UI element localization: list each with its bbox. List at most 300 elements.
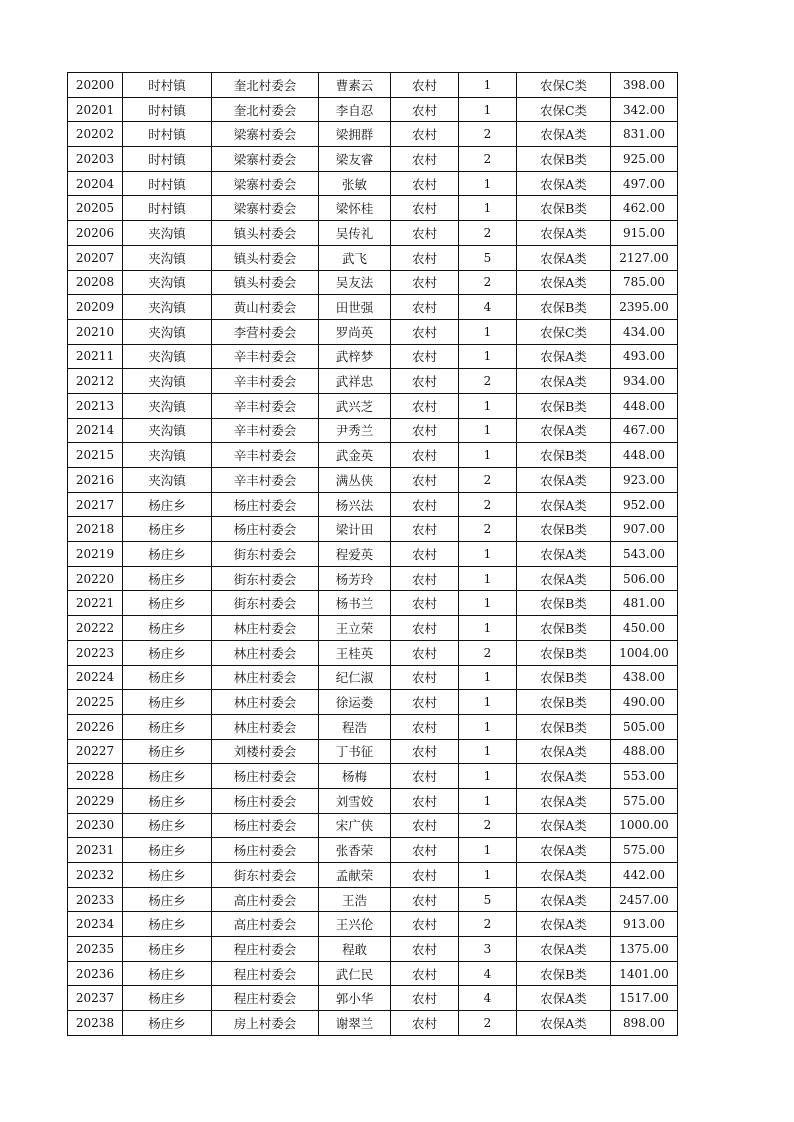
cell-count: 1: [459, 665, 517, 690]
cell-amount: 398.00: [611, 73, 678, 98]
table-row: [68, 986, 678, 1011]
cell-area: 农村: [391, 73, 459, 98]
cell-town: 杨庄乡: [123, 665, 212, 690]
cell-id: 20216: [68, 468, 123, 493]
table-row: [68, 418, 678, 443]
cell-name: 罗尚英: [319, 319, 391, 344]
cell-town: 时村镇: [123, 122, 212, 147]
cell-amount: 575.00: [611, 838, 678, 863]
cell-id: 20206: [68, 221, 123, 246]
table-row: [68, 221, 678, 246]
cell-category: 农保A类: [517, 887, 611, 912]
cell-category: 农保A类: [517, 344, 611, 369]
cell-name: 杨兴法: [319, 492, 391, 517]
cell-town: 杨庄乡: [123, 640, 212, 665]
cell-town: 杨庄乡: [123, 517, 212, 542]
cell-category: 农保B类: [517, 591, 611, 616]
cell-id: 20219: [68, 542, 123, 567]
cell-village: 辛丰村委会: [212, 418, 319, 443]
cell-town: 杨庄乡: [123, 542, 212, 567]
table-row: [68, 764, 678, 789]
cell-village: 林庄村委会: [212, 616, 319, 641]
cell-id: 20230: [68, 813, 123, 838]
cell-town: 夹沟镇: [123, 418, 212, 443]
cell-id: 20231: [68, 838, 123, 863]
cell-area: 农村: [391, 245, 459, 270]
cell-area: 农村: [391, 418, 459, 443]
cell-name: 吴传礼: [319, 221, 391, 246]
table-row: [68, 887, 678, 912]
cell-id: 20234: [68, 912, 123, 937]
cell-count: 2: [459, 813, 517, 838]
cell-amount: 434.00: [611, 319, 678, 344]
cell-category: 农保C类: [517, 97, 611, 122]
cell-area: 农村: [391, 566, 459, 591]
table-row: [68, 468, 678, 493]
table-row: [68, 196, 678, 221]
cell-village: 梁寨村委会: [212, 196, 319, 221]
table-row: [68, 1011, 678, 1036]
cell-town: 杨庄乡: [123, 986, 212, 1011]
cell-count: 2: [459, 1011, 517, 1036]
table-row: [68, 393, 678, 418]
cell-village: 街东村委会: [212, 542, 319, 567]
cell-town: 杨庄乡: [123, 566, 212, 591]
cell-category: 农保A类: [517, 122, 611, 147]
cell-amount: 2395.00: [611, 295, 678, 320]
cell-town: 时村镇: [123, 147, 212, 172]
cell-id: 20217: [68, 492, 123, 517]
cell-id: 20208: [68, 270, 123, 295]
cell-category: 农保A类: [517, 764, 611, 789]
cell-village: 杨庄村委会: [212, 492, 319, 517]
cell-category: 农保A类: [517, 788, 611, 813]
cell-id: 20205: [68, 196, 123, 221]
cell-town: 杨庄乡: [123, 912, 212, 937]
table-row: [68, 788, 678, 813]
cell-name: 武飞: [319, 245, 391, 270]
cell-village: 高庄村委会: [212, 887, 319, 912]
cell-id: 20223: [68, 640, 123, 665]
cell-town: 杨庄乡: [123, 690, 212, 715]
cell-village: 镇头村委会: [212, 221, 319, 246]
cell-id: 20227: [68, 739, 123, 764]
cell-count: 1: [459, 788, 517, 813]
cell-village: 林庄村委会: [212, 665, 319, 690]
cell-id: 20222: [68, 616, 123, 641]
cell-village: 辛丰村委会: [212, 468, 319, 493]
cell-count: 1: [459, 616, 517, 641]
cell-category: 农保A类: [517, 468, 611, 493]
cell-category: 农保A类: [517, 838, 611, 863]
cell-village: 高庄村委会: [212, 912, 319, 937]
cell-amount: 575.00: [611, 788, 678, 813]
cell-amount: 1401.00: [611, 961, 678, 986]
cell-town: 时村镇: [123, 73, 212, 98]
cell-village: 街东村委会: [212, 566, 319, 591]
cell-name: 王桂英: [319, 640, 391, 665]
cell-id: 20224: [68, 665, 123, 690]
cell-id: 20203: [68, 147, 123, 172]
cell-category: 农保B类: [517, 961, 611, 986]
cell-town: 夹沟镇: [123, 344, 212, 369]
cell-town: 夹沟镇: [123, 319, 212, 344]
cell-area: 农村: [391, 591, 459, 616]
table-row: [68, 690, 678, 715]
cell-village: 辛丰村委会: [212, 344, 319, 369]
cell-id: 20225: [68, 690, 123, 715]
cell-area: 农村: [391, 443, 459, 468]
cell-village: 镇头村委会: [212, 245, 319, 270]
cell-id: 20213: [68, 393, 123, 418]
cell-area: 农村: [391, 221, 459, 246]
cell-village: 奎北村委会: [212, 97, 319, 122]
cell-category: 农保B类: [517, 517, 611, 542]
cell-town: 时村镇: [123, 196, 212, 221]
cell-name: 尹秀兰: [319, 418, 391, 443]
cell-category: 农保B类: [517, 147, 611, 172]
cell-name: 曹素云: [319, 73, 391, 98]
cell-amount: 342.00: [611, 97, 678, 122]
cell-town: 杨庄乡: [123, 492, 212, 517]
cell-id: 20202: [68, 122, 123, 147]
cell-category: 农保A类: [517, 369, 611, 394]
table-row: [68, 73, 678, 98]
cell-name: 孟献荣: [319, 863, 391, 888]
table-row: [68, 270, 678, 295]
cell-count: 2: [459, 912, 517, 937]
cell-count: 2: [459, 369, 517, 394]
cell-amount: 450.00: [611, 616, 678, 641]
cell-village: 黄山村委会: [212, 295, 319, 320]
cell-name: 武兴芝: [319, 393, 391, 418]
table-row: [68, 616, 678, 641]
cell-amount: 785.00: [611, 270, 678, 295]
cell-name: 丁书征: [319, 739, 391, 764]
cell-town: 夹沟镇: [123, 369, 212, 394]
cell-name: 郭小华: [319, 986, 391, 1011]
cell-count: 4: [459, 986, 517, 1011]
cell-id: 20229: [68, 788, 123, 813]
cell-area: 农村: [391, 369, 459, 394]
cell-amount: 481.00: [611, 591, 678, 616]
table-row: [68, 171, 678, 196]
cell-id: 20221: [68, 591, 123, 616]
cell-category: 农保A类: [517, 863, 611, 888]
table-row: [68, 739, 678, 764]
cell-id: 20226: [68, 714, 123, 739]
cell-category: 农保A类: [517, 245, 611, 270]
cell-area: 农村: [391, 714, 459, 739]
cell-area: 农村: [391, 295, 459, 320]
cell-amount: 506.00: [611, 566, 678, 591]
cell-area: 农村: [391, 344, 459, 369]
cell-name: 杨书兰: [319, 591, 391, 616]
cell-area: 农村: [391, 147, 459, 172]
cell-id: 20201: [68, 97, 123, 122]
cell-amount: 1004.00: [611, 640, 678, 665]
cell-area: 农村: [391, 640, 459, 665]
cell-town: 夹沟镇: [123, 295, 212, 320]
cell-village: 程庄村委会: [212, 961, 319, 986]
cell-id: 20209: [68, 295, 123, 320]
cell-name: 刘雪姣: [319, 788, 391, 813]
cell-area: 农村: [391, 542, 459, 567]
cell-count: 2: [459, 270, 517, 295]
cell-village: 辛丰村委会: [212, 369, 319, 394]
cell-count: 1: [459, 393, 517, 418]
cell-town: 杨庄乡: [123, 838, 212, 863]
cell-amount: 467.00: [611, 418, 678, 443]
cell-id: 20220: [68, 566, 123, 591]
cell-name: 满丛侠: [319, 468, 391, 493]
cell-village: 林庄村委会: [212, 640, 319, 665]
cell-name: 程敢: [319, 937, 391, 962]
cell-town: 杨庄乡: [123, 591, 212, 616]
cell-count: 1: [459, 838, 517, 863]
cell-category: 农保A类: [517, 813, 611, 838]
cell-amount: 505.00: [611, 714, 678, 739]
cell-name: 杨芳玲: [319, 566, 391, 591]
cell-amount: 913.00: [611, 912, 678, 937]
cell-town: 夹沟镇: [123, 221, 212, 246]
cell-category: 农保B类: [517, 690, 611, 715]
cell-amount: 448.00: [611, 443, 678, 468]
cell-name: 王立荣: [319, 616, 391, 641]
cell-town: 时村镇: [123, 171, 212, 196]
cell-count: 1: [459, 171, 517, 196]
cell-id: 20214: [68, 418, 123, 443]
cell-village: 程庄村委会: [212, 986, 319, 1011]
table-row: [68, 665, 678, 690]
cell-area: 农村: [391, 986, 459, 1011]
cell-category: 农保B类: [517, 665, 611, 690]
cell-amount: 553.00: [611, 764, 678, 789]
table-row: [68, 838, 678, 863]
cell-amount: 831.00: [611, 122, 678, 147]
cell-name: 宋广侠: [319, 813, 391, 838]
cell-village: 杨庄村委会: [212, 813, 319, 838]
cell-town: 夹沟镇: [123, 468, 212, 493]
cell-area: 农村: [391, 97, 459, 122]
cell-name: 梁友睿: [319, 147, 391, 172]
cell-amount: 462.00: [611, 196, 678, 221]
cell-id: 20233: [68, 887, 123, 912]
table-row: [68, 912, 678, 937]
cell-town: 夹沟镇: [123, 245, 212, 270]
table-row: [68, 863, 678, 888]
cell-area: 农村: [391, 912, 459, 937]
cell-id: 20200: [68, 73, 123, 98]
cell-town: 杨庄乡: [123, 887, 212, 912]
cell-category: 农保A类: [517, 912, 611, 937]
cell-name: 程爱英: [319, 542, 391, 567]
cell-amount: 952.00: [611, 492, 678, 517]
cell-name: 梁拥群: [319, 122, 391, 147]
cell-category: 农保A类: [517, 542, 611, 567]
cell-count: 4: [459, 295, 517, 320]
cell-name: 杨梅: [319, 764, 391, 789]
cell-village: 梁寨村委会: [212, 147, 319, 172]
cell-count: 1: [459, 764, 517, 789]
cell-category: 农保A类: [517, 492, 611, 517]
cell-amount: 493.00: [611, 344, 678, 369]
cell-count: 1: [459, 591, 517, 616]
cell-amount: 2127.00: [611, 245, 678, 270]
table-row: [68, 344, 678, 369]
cell-id: 20232: [68, 863, 123, 888]
cell-town: 夹沟镇: [123, 443, 212, 468]
cell-count: 2: [459, 122, 517, 147]
cell-amount: 490.00: [611, 690, 678, 715]
cell-area: 农村: [391, 196, 459, 221]
cell-name: 张敏: [319, 171, 391, 196]
cell-area: 农村: [391, 764, 459, 789]
cell-category: 农保A类: [517, 986, 611, 1011]
cell-category: 农保A类: [517, 418, 611, 443]
cell-amount: 2457.00: [611, 887, 678, 912]
cell-name: 武梓梦: [319, 344, 391, 369]
cell-amount: 925.00: [611, 147, 678, 172]
cell-count: 1: [459, 542, 517, 567]
cell-amount: 898.00: [611, 1011, 678, 1036]
cell-area: 农村: [391, 690, 459, 715]
cell-amount: 923.00: [611, 468, 678, 493]
table-row: [68, 295, 678, 320]
cell-area: 农村: [391, 961, 459, 986]
cell-village: 房上村委会: [212, 1011, 319, 1036]
cell-id: 20238: [68, 1011, 123, 1036]
cell-name: 梁计田: [319, 517, 391, 542]
table-row: [68, 369, 678, 394]
cell-village: 李营村委会: [212, 319, 319, 344]
cell-area: 农村: [391, 887, 459, 912]
data-table: [67, 72, 678, 1036]
cell-category: 农保B类: [517, 196, 611, 221]
cell-amount: 543.00: [611, 542, 678, 567]
cell-count: 3: [459, 937, 517, 962]
cell-town: 杨庄乡: [123, 961, 212, 986]
cell-category: 农保A类: [517, 937, 611, 962]
cell-category: 农保C类: [517, 319, 611, 344]
cell-name: 王兴伦: [319, 912, 391, 937]
cell-name: 武仁民: [319, 961, 391, 986]
table-row: [68, 591, 678, 616]
cell-id: 20228: [68, 764, 123, 789]
cell-area: 农村: [391, 937, 459, 962]
table-row: [68, 319, 678, 344]
cell-count: 1: [459, 319, 517, 344]
cell-id: 20204: [68, 171, 123, 196]
cell-name: 梁怀桂: [319, 196, 391, 221]
table-row: [68, 961, 678, 986]
cell-town: 杨庄乡: [123, 1011, 212, 1036]
cell-count: 1: [459, 73, 517, 98]
cell-id: 20237: [68, 986, 123, 1011]
cell-category: 农保B类: [517, 393, 611, 418]
cell-village: 辛丰村委会: [212, 393, 319, 418]
cell-village: 杨庄村委会: [212, 788, 319, 813]
cell-id: 20235: [68, 937, 123, 962]
cell-area: 农村: [391, 270, 459, 295]
cell-area: 农村: [391, 616, 459, 641]
cell-town: 时村镇: [123, 97, 212, 122]
cell-count: 2: [459, 221, 517, 246]
cell-amount: 448.00: [611, 393, 678, 418]
cell-amount: 1517.00: [611, 986, 678, 1011]
cell-count: 5: [459, 887, 517, 912]
cell-amount: 497.00: [611, 171, 678, 196]
cell-category: 农保A类: [517, 566, 611, 591]
cell-area: 农村: [391, 739, 459, 764]
cell-category: 农保B类: [517, 295, 611, 320]
cell-name: 田世强: [319, 295, 391, 320]
cell-town: 杨庄乡: [123, 813, 212, 838]
cell-category: 农保A类: [517, 221, 611, 246]
cell-village: 程庄村委会: [212, 937, 319, 962]
cell-id: 20210: [68, 319, 123, 344]
cell-count: 1: [459, 443, 517, 468]
cell-amount: 1000.00: [611, 813, 678, 838]
cell-name: 程浩: [319, 714, 391, 739]
cell-category: 农保B类: [517, 640, 611, 665]
cell-area: 农村: [391, 517, 459, 542]
table-row: [68, 813, 678, 838]
cell-village: 镇头村委会: [212, 270, 319, 295]
cell-town: 夹沟镇: [123, 270, 212, 295]
cell-count: 1: [459, 566, 517, 591]
cell-count: 1: [459, 863, 517, 888]
cell-town: 杨庄乡: [123, 937, 212, 962]
cell-amount: 442.00: [611, 863, 678, 888]
cell-town: 杨庄乡: [123, 788, 212, 813]
table-row: [68, 122, 678, 147]
cell-area: 农村: [391, 393, 459, 418]
cell-category: 农保A类: [517, 270, 611, 295]
cell-village: 梁寨村委会: [212, 122, 319, 147]
cell-id: 20211: [68, 344, 123, 369]
cell-village: 梁寨村委会: [212, 171, 319, 196]
cell-category: 农保B类: [517, 616, 611, 641]
table-row: [68, 97, 678, 122]
cell-amount: 1375.00: [611, 937, 678, 962]
cell-count: 1: [459, 739, 517, 764]
cell-category: 农保A类: [517, 1011, 611, 1036]
cell-village: 奎北村委会: [212, 73, 319, 98]
cell-name: 李自忍: [319, 97, 391, 122]
table-row: [68, 147, 678, 172]
cell-category: 农保A类: [517, 171, 611, 196]
cell-area: 农村: [391, 788, 459, 813]
cell-area: 农村: [391, 492, 459, 517]
table-row: [68, 443, 678, 468]
cell-amount: 907.00: [611, 517, 678, 542]
table-row: [68, 714, 678, 739]
cell-category: 农保B类: [517, 443, 611, 468]
table-body: [68, 73, 678, 1036]
cell-category: 农保A类: [517, 739, 611, 764]
cell-area: 农村: [391, 665, 459, 690]
cell-area: 农村: [391, 838, 459, 863]
cell-name: 张香荣: [319, 838, 391, 863]
cell-village: 杨庄村委会: [212, 764, 319, 789]
cell-amount: 915.00: [611, 221, 678, 246]
cell-town: 杨庄乡: [123, 714, 212, 739]
cell-count: 2: [459, 492, 517, 517]
table-row: [68, 542, 678, 567]
table-row: [68, 517, 678, 542]
cell-village: 林庄村委会: [212, 690, 319, 715]
